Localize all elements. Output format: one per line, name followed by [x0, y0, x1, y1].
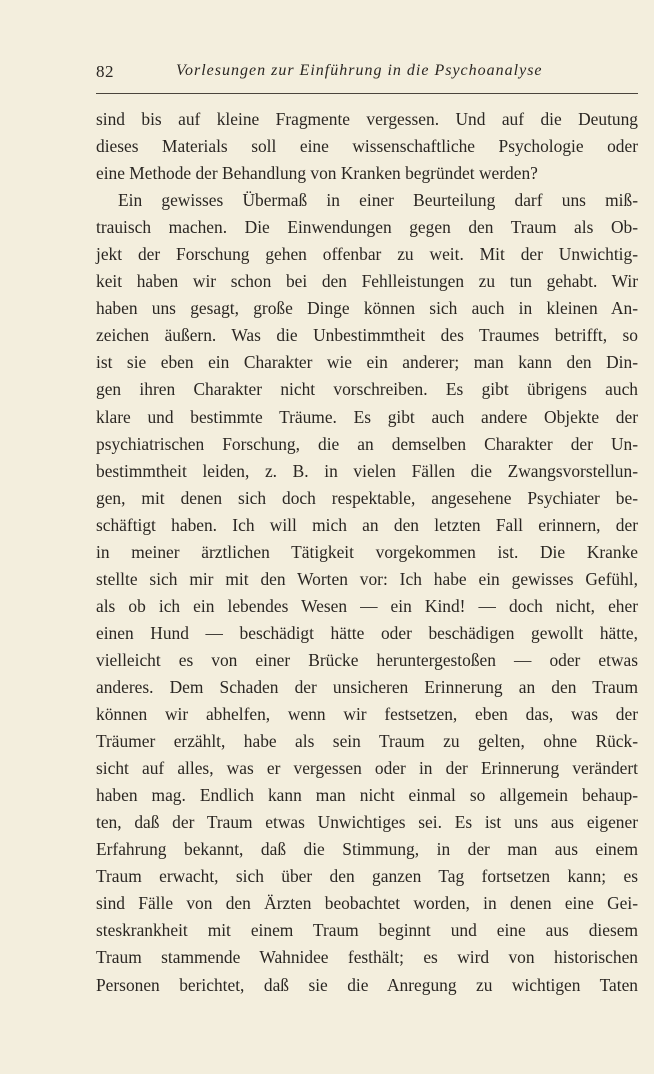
- text-line: trauisch machen. Die Einwendungen gegen den Traum als Ob-: [96, 217, 638, 238]
- text-line: steskrankheit mit einem Traum beginnt und eine aus diesem: [96, 920, 638, 941]
- text-line: gen, mit denen sich doch respektable, angesehene Psychiater be-: [96, 487, 638, 508]
- page-header: [96, 62, 636, 88]
- text-line: psychiatrischen Forschung, die an demselben Charakter der Un-: [96, 433, 638, 454]
- text-line: einen Hund — beschädigt hätte oder beschädigen gewollt hätte,: [96, 622, 638, 643]
- body-text: [96, 106, 638, 999]
- page-number: 82: [96, 62, 114, 81]
- text-line: Ein gewisses Übermaß in einer Beurteilung darf uns miß-: [118, 190, 638, 211]
- text-line: haben uns gesagt, große Dinge können sich auch in kleinen An-: [96, 298, 638, 319]
- text-line: anderes. Dem Schaden der unsicheren Erinnerung an den Traum: [96, 676, 638, 697]
- text-line: jekt der Forschung gehen offenbar zu weit. Mit der Unwichtig-: [96, 244, 638, 265]
- text-line: sicht auf alles, was er vergessen oder in der Erinnerung verändert: [96, 758, 638, 779]
- text-line: Erfahrung bekannt, daß die Stimmung, in der man aus einem: [96, 839, 638, 860]
- text-line: vielleicht es von einer Brücke heruntergestoßen — oder etwas: [96, 649, 638, 670]
- text-line: Träumer erzählt, habe als sein Traum zu gelten, ohne Rück-: [96, 731, 638, 752]
- text-line: Personen berichtet, daß sie die Anregung zu wichtigen Taten: [96, 974, 638, 995]
- text-line: klare und bestimmte Träume. Es gibt auch andere Objekte der: [96, 406, 638, 427]
- header-rule: [96, 93, 638, 94]
- text-line: Traum stammende Wahnidee festhält; es wird von historischen: [96, 947, 638, 968]
- text-line: bestimmtheit leiden, z. B. in vielen Fällen die Zwangsvorstellun-: [96, 460, 638, 481]
- text-line: keit haben wir schon bei den Fehlleistungen zu tun gehabt. Wir: [96, 271, 638, 292]
- running-title: Vorlesungen zur Einführung in die Psychoanalyse: [176, 62, 543, 79]
- text-line: ist sie eben ein Charakter wie ein anderer; man kann den Din-: [96, 352, 638, 373]
- text-line: in meiner ärztlichen Tätigkeit vorgekommen ist. Die Kranke: [96, 541, 638, 562]
- text-line: sind bis auf kleine Fragmente vergessen. Und auf die Deutung: [96, 109, 638, 129]
- text-line: zeichen äußern. Was die Unbestimmtheit des Traumes betrifft, so: [96, 325, 638, 346]
- text-line: schäftigt haben. Ich will mich an den letzten Fall erinnern, der: [96, 514, 638, 535]
- text-line: ten, daß der Traum etwas Unwichtiges sei. Es ist uns aus eigener: [96, 812, 638, 833]
- text-line: haben mag. Endlich kann man nicht einmal so allgemein behaup-: [96, 785, 638, 806]
- text-line: Traum erwacht, sich über den ganzen Tag fortsetzen kann; es: [96, 866, 638, 887]
- text-line: dieses Materials soll eine wissenschaftliche Psychologie oder: [96, 136, 638, 157]
- text-line: stellte sich mir mit den Worten vor: Ich habe ein gewisses Gefühl,: [96, 568, 638, 589]
- text-line: gen ihren Charakter nicht vorschreiben. Es gibt übrigens auch: [96, 379, 638, 400]
- text-line: sind Fälle von den Ärzten beobachtet worden, in denen eine Gei-: [96, 893, 638, 914]
- text-line: als ob ich ein lebendes Wesen — ein Kind! — doch nicht, eher: [96, 595, 638, 616]
- text-line: eine Methode der Behandlung von Kranken begründet werden?: [96, 163, 538, 184]
- text-line: können wir abhelfen, wenn wir festsetzen, eben das, was der: [96, 704, 638, 725]
